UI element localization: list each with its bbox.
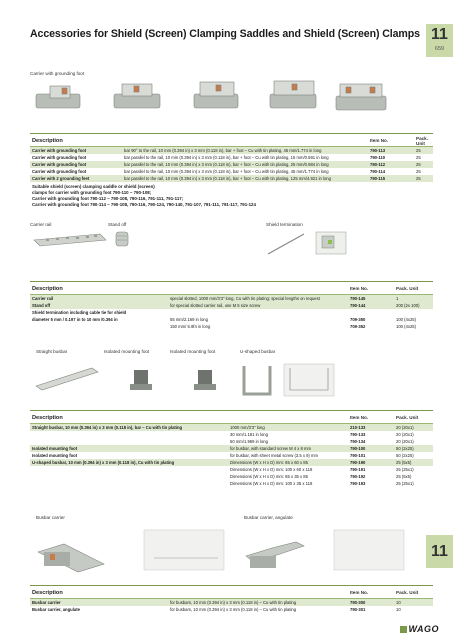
chapter-tab-number: 11 (431, 543, 448, 560)
row-pack-unit: 20 (20x1) (396, 425, 414, 431)
isolated-foot-label-1: Isolated mounting foot (104, 349, 150, 354)
row-pack-unit: 200 (2x 100) (396, 303, 420, 309)
row-item-no: 790-193 (350, 481, 366, 487)
row-item-no: 790-134 (350, 439, 366, 445)
table-row (30, 309, 433, 316)
row-item-no: 790-101 (350, 453, 366, 459)
row-detail: for special slotted carrier rail, use M 5 size screw (170, 303, 261, 309)
chapter-side-tab (426, 535, 453, 568)
row-name: Stand off (32, 303, 51, 309)
row-name: Shield termination including cable tie for shield (32, 310, 127, 316)
row-detail: 50 mm/1.969 in long (230, 439, 268, 445)
section1-table (30, 133, 433, 182)
row-detail: 150 mm/ 5.9f4 in long (170, 324, 211, 330)
row-detail: for busbars, 10 mm (0.394 in) x 3 mm (0.118 in) – Cu with tin plating (170, 600, 297, 606)
chapter-number: 11 (431, 26, 448, 43)
stand-off-image (112, 228, 134, 250)
note-line: clamps for carrier with grounding foot 790-110 ~ 790-108; (32, 190, 152, 195)
row-name: Straight busbar, 10 mm (0.394 in) x 3 mm (0.118 in), bar – Cu with tin plating (32, 425, 183, 431)
row-name: Carrier with 2 grounding feet (32, 176, 90, 182)
row-pack-unit: 50 (2x25) (396, 446, 414, 452)
row-name: Carrier with grounding foot (32, 169, 87, 175)
chapter-page-box (426, 24, 453, 57)
row-item-no: 790-192 (350, 474, 366, 480)
row-item-no: 790-301 (350, 607, 366, 613)
table-header (30, 133, 433, 147)
row-item-no: 790-115 (370, 176, 386, 182)
table-row (30, 466, 433, 473)
row-item-no: 790-300 (350, 600, 366, 606)
row-name: Carrier with grounding foot (32, 162, 87, 168)
u-busbar-label: U-shaped busbar (240, 349, 276, 354)
row-pack-unit: 25 (416, 155, 421, 161)
carrier-rail-image (30, 230, 110, 252)
row-pack-unit: 25 (416, 176, 421, 182)
row-detail: Dimensions (W x H x D) mm: 100 x 60 x 118 (230, 467, 313, 473)
section2-table (30, 281, 433, 330)
section4-table (30, 585, 433, 613)
header-item-no: Item No. (370, 138, 389, 143)
table-row (30, 473, 433, 480)
header-pack-unit: Pack. Unit (396, 286, 419, 291)
row-pack-unit: 100 (4x25) (396, 317, 417, 323)
isolated-foot-label-2: Isolated mounting foot (170, 349, 216, 354)
row-pack-unit: 25 (416, 169, 421, 175)
table-row (30, 459, 433, 466)
carrier-grounding-foot-images (30, 78, 390, 122)
table-row (30, 175, 433, 182)
header-item-no: Item No. (350, 415, 369, 420)
note-line: Carrier with grounding foot 790-114 ~ 790-108, 790-116, 790-124, 790-140, 791-107, 791-111, 791-117, 791-124 (32, 202, 256, 207)
logo-mark (400, 626, 407, 633)
row-detail: 1000 mm/3'3" long (230, 425, 265, 431)
row-pack-unit: 20 (20x1) (396, 439, 414, 445)
row-pack-unit: 10 (396, 600, 401, 606)
row-detail: 55 mm/2.169 in long (170, 317, 208, 323)
page-title: Accessories for Shield (Screen) Clamping Saddles and Shield (Screen) Clamps (30, 28, 420, 40)
shield-termination-label: Shield termination (266, 222, 303, 227)
row-detail: special slotted, 1000 mm/3'3" long, Cu with tin plating; special lengths on request (170, 296, 320, 302)
row-pack-unit: 25 (416, 162, 421, 168)
note-line: Carrier with grounding foot 790-112 ~ 790-108, 790-116, 791-111, 791-117; (32, 196, 184, 201)
table-row (30, 161, 433, 168)
table-row (30, 431, 433, 438)
row-item-no: 790-113 (370, 148, 386, 154)
header-pack-unit: Pack. Unit (396, 415, 419, 420)
stand-off-label: Stand off (108, 222, 127, 227)
section1-notes (32, 184, 256, 208)
table-row (30, 154, 433, 161)
row-pack-unit: 50 (2x25) (396, 453, 414, 459)
row-pack-unit: 20 (20x1) (396, 432, 414, 438)
row-detail: for busbar, with standard screw M 4 x 8 mm (230, 446, 311, 452)
row-pack-unit: 25 (25x1) (396, 481, 414, 487)
row-name: Carrier with grounding foot (32, 155, 87, 161)
row-pack-unit: 25 (416, 148, 421, 154)
shield-termination-image (266, 228, 366, 258)
table-row (30, 147, 433, 154)
row-pack-unit: 1 (396, 296, 399, 302)
row-name: Busbar carrier (32, 600, 61, 606)
row-detail: bar parallel to the rail, 10 mm (0.394 in) x 3 mm (0.118 in), bar + foot – Cu with tin plating, 125 mm/4.921 in long (124, 176, 331, 182)
row-detail: Dimensions (W x H x D) mm: 65 x 35 x 85 (230, 474, 308, 480)
table-header (30, 281, 433, 295)
section3-table (30, 410, 433, 487)
note-line: Suitable shield (screen) clamping saddle or shield (screen) (32, 184, 155, 189)
header-description: Description (32, 415, 63, 421)
header-item-no: Item No. (350, 286, 369, 291)
row-detail: bar parallel to the rail, 10 mm (0.394 in) x 3 mm (0.118 in), bar + foot – Cu with tin plating, 25 mm/0.984 in long (124, 162, 329, 168)
table-header (30, 585, 433, 599)
row-item-no: 210-133 (350, 425, 366, 431)
row-name: Carrier with grounding foot (32, 148, 87, 154)
row-name: Isolated mounting foot (32, 453, 78, 459)
table-row (30, 480, 433, 487)
row-item-no: 790-114 (370, 169, 386, 175)
header-description: Description (32, 590, 63, 596)
row-name: U-shaped busbar, 10 mm (0.394 in) x 3 mm (0.118 in), Cu with tin plating (32, 460, 175, 466)
row-item-no: 790-190 (350, 460, 366, 466)
section1-label: Carrier with grounding foot (30, 71, 85, 76)
table-row (30, 445, 433, 452)
row-item-no: 790-112 (370, 162, 386, 168)
page-number: 659 (434, 46, 445, 52)
header-pack-unit: Pack. Unit (416, 136, 429, 147)
row-pack-unit: 25 (5x5) (396, 474, 412, 480)
row-item-no: 790-100 (350, 446, 366, 452)
table-row (30, 316, 433, 323)
row-pack-unit: 25 (25x1) (396, 467, 414, 473)
table-row (30, 168, 433, 175)
row-name: diameter 5 mm / 0.197 in to 10 mm /0.394 in (32, 317, 118, 323)
row-detail: Dimensions (W x H x D) mm: 65 x 60 x 85 (230, 460, 308, 466)
row-name: Isolated mounting foot (32, 446, 78, 452)
row-detail: 30 mm/1.181 in long (230, 432, 268, 438)
table-row (30, 599, 433, 606)
straight-busbar-label: Straight busbar (36, 349, 68, 354)
row-detail: Dimensions (W x H x D) mm: 100 x 35 x 118 (230, 481, 313, 487)
row-name: Busbar carrier, angulate (32, 607, 80, 613)
table-row (30, 424, 433, 431)
header-pack-unit: Pack. Unit (396, 590, 419, 595)
header-item-no: Item No. (350, 590, 369, 595)
row-item-no: 790-145 (350, 296, 366, 302)
table-header (30, 410, 433, 424)
busbar-carrier-images (34, 522, 414, 578)
table-row (30, 302, 433, 309)
row-item-no: 790-144 (350, 303, 366, 309)
table-row (30, 295, 433, 302)
row-pack-unit: 25 (5x5) (396, 460, 412, 466)
row-detail: bar parallel to the rail, 10 mm (0.394 in) x 3 mm (0.118 in), bar + foot – Cu with tin plating, 45 mm/1.774 in long (124, 169, 329, 175)
row-item-no: 790-133 (350, 432, 366, 438)
wago-logo (400, 624, 440, 634)
table-row (30, 606, 433, 613)
brand-text: WAGO (408, 624, 439, 634)
row-name: Carrier rail (32, 296, 54, 302)
row-detail: for busbar, with sheet metal screw (3.5 x 9) mm (230, 453, 318, 459)
row-pack-unit: 10 (396, 607, 401, 613)
carrier-rail-label: Carrier rail (30, 222, 52, 227)
table-row (30, 438, 433, 445)
row-detail: bar parallel to the rail, 10 mm (0.394 in) x 3 mm (0.118 in), bar + foot – Cu with tin plating, 15 mm/0.591 in long (124, 155, 329, 161)
header-description: Description (32, 286, 63, 292)
row-pack-unit: 100 (4x25) (396, 324, 417, 330)
row-detail: bar 90° to the rail, 10 mm (0.394 in) x 3 mm (0.118 in), bar + foot – Cu with tin plating, 45 mm/1.774 in long (124, 148, 322, 154)
busbar-carrier-label: Busbar carrier (36, 515, 65, 520)
busbar-carrier-angulate-label: Busbar carrier, angulate (244, 515, 293, 520)
table-row (30, 323, 433, 330)
table-row (30, 452, 433, 459)
busbar-images (34, 358, 414, 402)
row-item-no: 790-191 (350, 467, 366, 473)
row-item-no: 709-352 (350, 324, 366, 330)
row-item-no: 790-110 (370, 155, 386, 161)
row-item-no: 709-350 (350, 317, 366, 323)
row-detail: for busbars, 10 mm (0.394 in) x 3 mm (0.118 in) – Cu with tin plating (170, 607, 297, 613)
header-description: Description (32, 138, 63, 144)
